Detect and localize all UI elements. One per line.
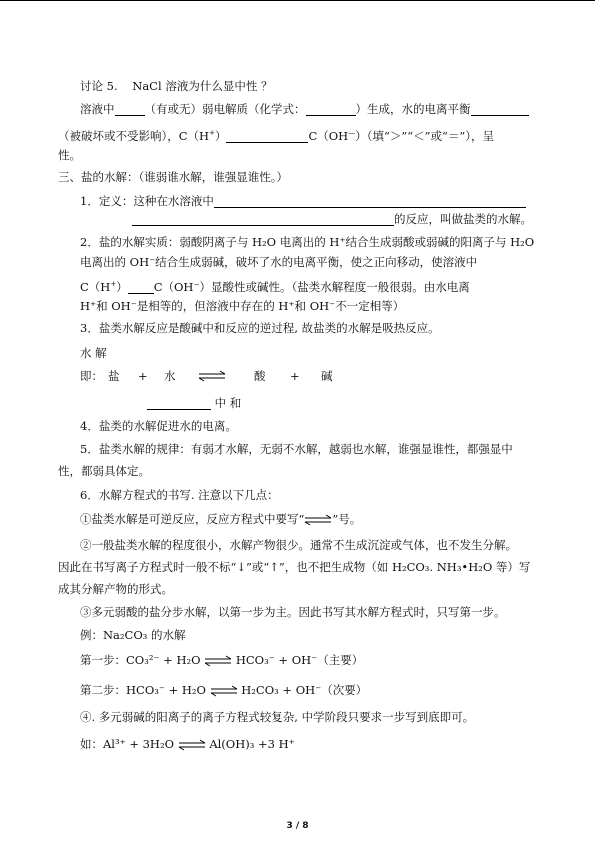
text: 第二步：HCO₃⁻ + H₂O xyxy=(80,683,206,697)
definition-line-2 xyxy=(132,212,532,226)
text: （有或无）弱电解质（化学式： xyxy=(144,102,306,116)
text: C（H xyxy=(80,279,111,294)
text: ）（填“＞”“＜”或“＝”），呈 xyxy=(355,128,494,143)
text-line: 3．盐类水解反应是酸碱中和反应的逆过程, 故盐类的水解是吸热反应。 xyxy=(80,321,440,335)
text: 中 和 xyxy=(214,396,242,410)
text: 1．定义：这种在水溶液中 xyxy=(80,194,214,208)
text-line: 电离出的 OH⁻结合生成弱碱，破坏了水的电离平衡，使之正向移动，使溶液中 xyxy=(80,255,478,269)
text-line: H⁺和 OH⁻是相等的，但溶液中存在的 H⁺和 OH⁻不一定相等） xyxy=(80,299,405,313)
text: ”号。 xyxy=(332,512,362,526)
discussion-number: 讨论 5. xyxy=(80,79,118,93)
hydrolysis-label: 水 解 xyxy=(80,346,107,360)
equilibrium-arrow-icon xyxy=(210,685,238,697)
text: 即： xyxy=(80,369,103,383)
solution-line xyxy=(80,102,529,116)
text: 酸 xyxy=(254,369,266,383)
equilibrium-arrow-icon xyxy=(198,370,226,382)
text-line: ③多元弱酸的盐分步水解，以第一步为主。因此书写其水解方程式时，只写第一步。 xyxy=(80,605,506,619)
text: （被破坏或不受影响），C（H xyxy=(58,128,210,143)
superscript: + xyxy=(209,129,215,137)
blank-field[interactable] xyxy=(214,196,526,208)
text: C（OH⁻）显酸性或碱性。（盐类水解程度一般很弱。由水电离 xyxy=(153,279,470,294)
equilibrium-line xyxy=(58,126,494,143)
example-title: 例：Na₂CO₃ 的水解 xyxy=(80,628,186,642)
blank-line xyxy=(147,398,211,410)
blank-field[interactable] xyxy=(306,104,356,116)
text-line xyxy=(80,277,470,294)
section-3-title: 三、盐的水解：（谁弱谁水解，谁强显谁性。） xyxy=(58,170,288,184)
example-2-equation xyxy=(80,737,295,751)
page-number: 3 / 8 xyxy=(286,821,309,831)
superscript: + xyxy=(110,280,117,288)
text: ）生成，水的电离平衡 xyxy=(355,102,471,116)
discussion-question: NaCl 溶液为什么显中性 ？ xyxy=(132,79,273,93)
text: ①盐类水解是可逆反应，反应方程式中要写“ xyxy=(80,512,305,526)
text: ） xyxy=(116,279,128,294)
text: ） xyxy=(214,128,227,143)
text: HCO₃⁻ + OH⁻（主要） xyxy=(235,653,364,667)
text-line: 2．盐的水解实质：弱酸阴离子与 H₂O 电离出的 H⁺结合生成弱酸或弱碱的阳离子与 H₂O xyxy=(80,235,535,249)
text: 如：Al³⁺ + 3H₂O xyxy=(80,737,174,751)
equilibrium-arrow-icon xyxy=(204,655,232,667)
step-2-equation xyxy=(80,683,367,697)
equilibrium-arrow-icon xyxy=(178,739,206,751)
text-line: 因此在书写离子方程式时一般不标“↓”或“↑”，也不把生成物（如 H₂CO₃. NH₃•H₂O 等）写 xyxy=(58,560,531,574)
definition-line xyxy=(80,194,526,208)
equilibrium-arrow-icon xyxy=(304,514,332,526)
header-rule xyxy=(0,0,595,1)
text-line: 性，都弱具体定。 xyxy=(58,464,150,478)
text: 水 xyxy=(164,369,176,383)
text: 第一步：CO₃²⁻ + H₂O xyxy=(80,653,201,667)
text: + xyxy=(138,369,148,383)
text-line: 5．盐类水解的规律：有弱才水解，无弱不水解，越弱也水解，谁强显谁性，都强显中 xyxy=(80,442,513,456)
text: C（OH xyxy=(308,128,349,143)
text: 溶液中 xyxy=(80,102,115,116)
text: + xyxy=(290,369,300,383)
text: 的反应，叫做盐类的水解。 xyxy=(394,212,532,226)
blank-field[interactable] xyxy=(115,104,145,116)
rule-1-line xyxy=(80,512,361,526)
blank-field[interactable] xyxy=(132,214,394,226)
text-line: ④. 多元弱碱的阳离子的离子方程式较复杂, 中学阶段只要求一步写到底即可。 xyxy=(80,710,475,724)
blank-field[interactable] xyxy=(226,131,308,143)
superscript: — xyxy=(348,129,356,137)
text-line: 6．水解方程式的书写. 注意以下几点： xyxy=(80,488,279,502)
text-line: 成其分解产物的形式。 xyxy=(58,582,173,596)
text-line: 性。 xyxy=(58,148,81,162)
text-line: ②一般盐类水解的程度很小，水解产物很少。通常不生成沉淀或气体，也不发生分解。 xyxy=(80,538,517,552)
text: H₂CO₃ + OH⁻（次要） xyxy=(241,683,368,697)
text: Al(OH)₃ +3 H⁺ xyxy=(209,737,295,751)
step-1-equation xyxy=(80,653,363,667)
text: 碱 xyxy=(321,369,333,383)
blank-field[interactable] xyxy=(128,282,154,294)
text: 盐 xyxy=(108,369,120,383)
neutralization-line xyxy=(147,396,241,410)
discussion-5-line xyxy=(80,79,272,93)
equation-line xyxy=(80,369,333,383)
blank-field[interactable] xyxy=(471,104,529,116)
text-line: 4．盐类的水解促进水的电离。 xyxy=(80,419,237,433)
